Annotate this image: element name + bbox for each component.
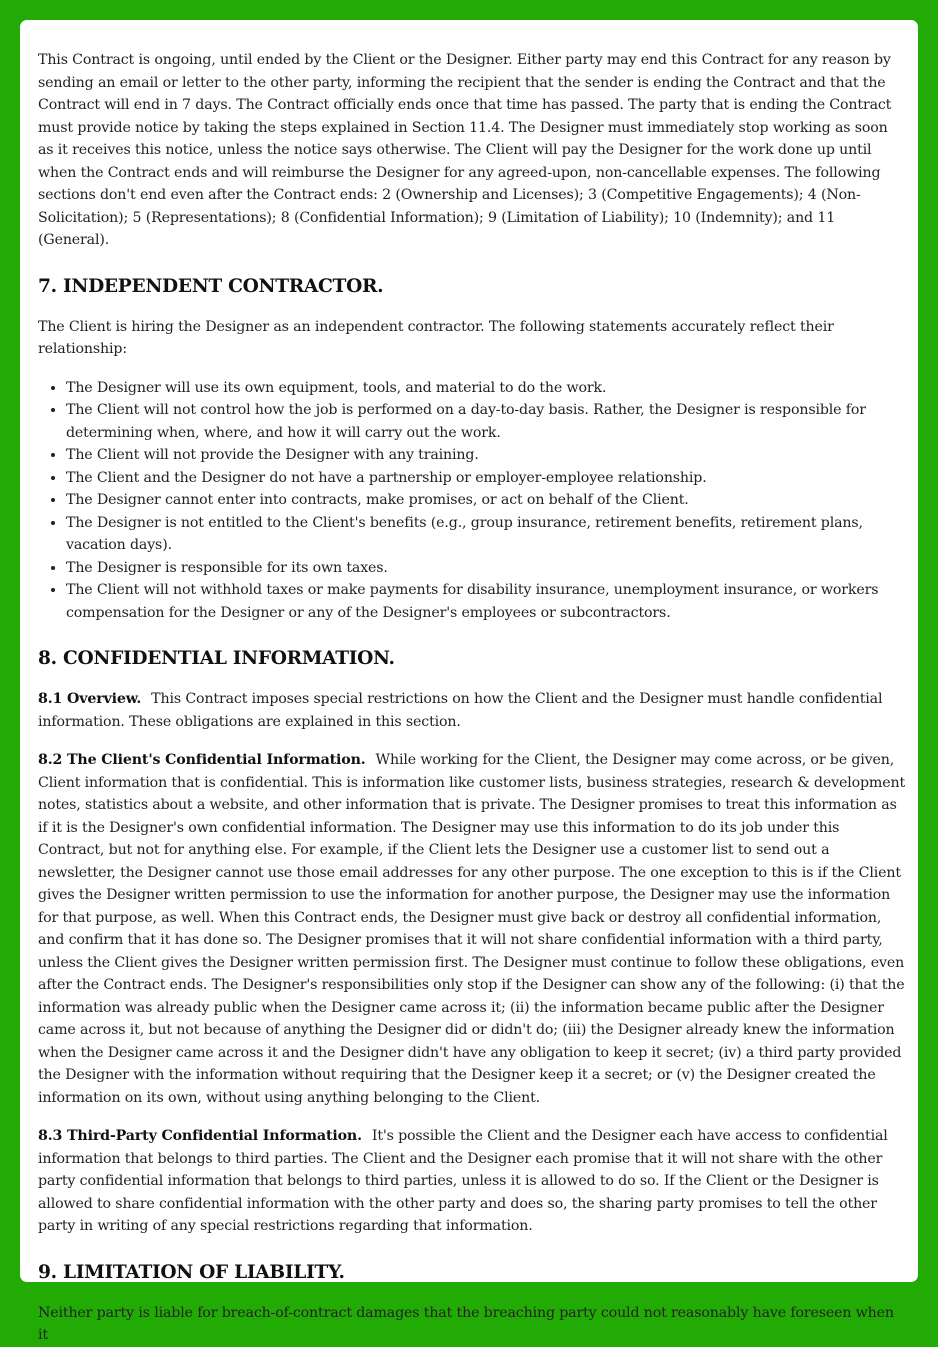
subsection-8-2-title: 8.2 The Client's Confidential Information.	[38, 752, 366, 768]
list-item: • The Client will not control how the job is performed on a day-to-day basis. Rather, the Designer is responsible for determining when, where, and how it will carry out the work.	[66, 399, 906, 444]
subsection-8-1-text: This Contract imposes special restrictions on how the Client and the Designer must handle confidential information. These obligations are explained in this section.	[38, 691, 883, 730]
list-item: • The Designer is responsible for its own taxes.	[66, 557, 906, 580]
termination-paragraph: This Contract is ongoing, until ended by the Client or the Designer. Either party may end this Contract for any reason by sending an email or letter to the other party, informing the recipient that the sender is ending the Contract and that the Contract will end in 7 days. The Contract officially ends once that time has passed. The party that is ending the Contract must provide notice by taking the steps explained in Section 11.4. The Designer must immediately stop working as soon as it receives this notice, unless the notice says otherwise. The Client will pay the Designer for the work done up until when the Contract ends and will reimburse the Designer for any agreed-upon, non-cancellable expenses. The following sections don't end even after the Contract ends: 2 (Ownership and Licenses); 3 (Competitive Engagements); 4 (Non-Solicitation); 5 (Representations); 8 (Confidential Information); 9 (Limitation of Liability); 10 (Indemnity); and 11 (General).	[38, 52, 892, 248]
subsection-8-3	[38, 1125, 906, 1238]
subsection-8-2-text: While working for the Client, the Designer may come across, or be given, Client information that is confidential. This is information like customer lists, business strategies, research & development notes, statistics about a website, and other information that is private. The Designer promises to treat this information as if it is the Designer's own confidential information. The Designer may use this information to do its job under this Contract, but not for anything else. For example, if the Client lets the Designer use a customer list to send out a newsletter, the Designer cannot use those email addresses for any other purpose. The one exception to this is if the Client gives the Designer written permission to use the information for another purpose, the Designer may use the information for that purpose, as well. When this Contract ends, the Designer must give back or destroy all confidential information, and confirm that it has done so. The Designer promises that it will not share confidential information with a third party, unless the Client gives the Designer written permission first. The Designer must continue to follow these obligations, even after the Contract ends. The Designer's responsibilities only stop if the Designer can show any of the following: (i) that the information was already public when the Designer came across it; (ii) the information became public after the Designer came across it, but not because of anything the Designer did or didn't do; (iii) the Designer already knew the information when the Designer came across it and the Designer didn't have any obligation to keep it secret; (iv) a third party provided the Designer with the information without requiring that the Designer keep it a secret; or (v) the Designer created the information on its own, without using anything belonging to the Client.	[38, 752, 906, 1106]
subsection-8-1	[38, 688, 906, 733]
list-item: • The Designer cannot enter into contracts, make promises, or act on behalf of the Client.	[66, 489, 906, 512]
list-item: • The Designer will use its own equipment, tools, and material to do the work.	[66, 377, 906, 400]
subsection-8-3-title: 8.3 Third-Party Confidential Information.	[38, 1128, 362, 1144]
section-9-heading: 9. LIMITATION OF LIABILITY.	[38, 1261, 345, 1283]
section-7-intro: The Client is hiring the Designer as an independent contractor. The following statements accurately reflect their relationship:	[38, 318, 834, 357]
independent-contractor-list	[38, 377, 906, 625]
document-content	[20, 20, 918, 1347]
list-item: • The Client will not withhold taxes or make payments for disability insurance, unemployment insurance, or workers compensation for the Designer or any of the Designer's employees or subcontractors.	[66, 579, 906, 624]
section-9-partial-text: Neither party is liable for breach-of-contract damages that the breaching party could not reasonably have foreseen when it	[38, 1304, 894, 1343]
section-8-heading: 8. CONFIDENTIAL INFORMATION.	[38, 648, 395, 669]
document-card	[20, 20, 918, 1343]
list-item: • The Designer is not entitled to the Client's benefits (e.g., group insurance, retirement benefits, retirement plans, vacation days).	[66, 512, 906, 557]
subsection-8-3-text: It's possible the Client and the Designer each have access to confidential information that belongs to third parties. The Client and the Designer each promise that it will not share with the other party confidential information that belongs to third parties, unless it is allowed to do so. If the Client or the Designer is allowed to share confidential information with the other party and does so, the sharing party promises to tell the other party in writing of any special restrictions regarding that information.	[38, 1128, 888, 1234]
list-item: • The Client will not provide the Designer with any training.	[66, 444, 906, 467]
section-7-heading: 7. INDEPENDENT CONTRACTOR.	[38, 275, 384, 297]
subsection-8-1-title: 8.1 Overview.	[38, 691, 142, 707]
subsection-8-2	[38, 749, 906, 1109]
list-item: • The Client and the Designer do not have a partnership or employer-employee relationship.	[66, 467, 906, 490]
